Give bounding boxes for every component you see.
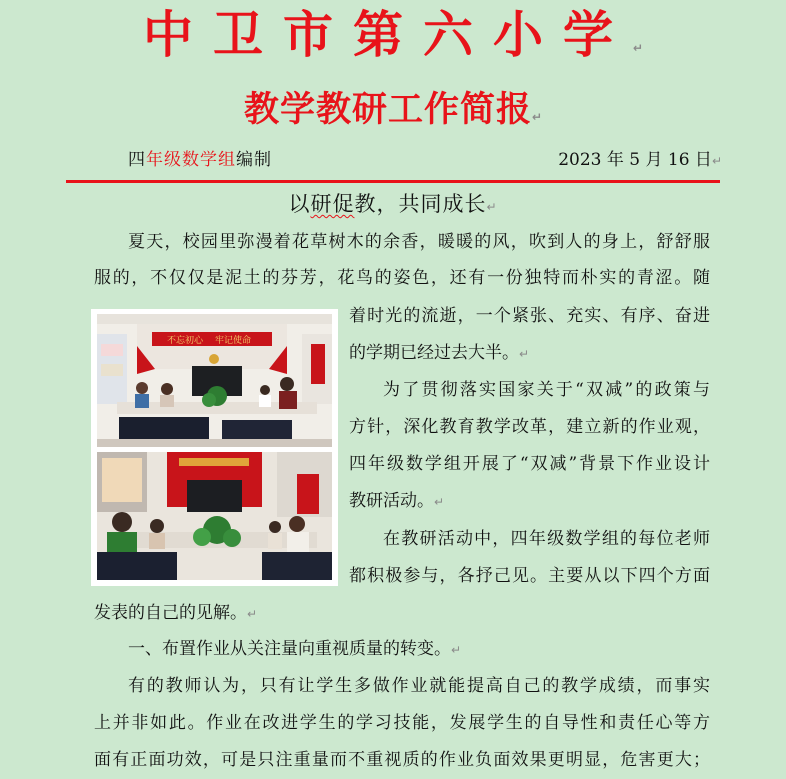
editor-group: 年级数学组 [146, 150, 236, 170]
header-rule [66, 180, 720, 183]
editor-line [128, 148, 272, 172]
body-line: 发表的自己的见解。↵ [94, 603, 258, 623]
spellcheck-underline: 研促 [310, 192, 355, 216]
body-line: 在教研活动中，四年级数学组的每位老师 [383, 529, 710, 549]
section-heading: 一、布置作业从关注量向重视质量的转变。↵ [128, 639, 462, 659]
editor-prefix: 四 [128, 150, 146, 170]
body-line: 方针，深化教育教学改革，建立新的作业观， [349, 417, 710, 437]
meeting-photo-top[interactable] [97, 314, 332, 447]
body-line: 都积极参与，各抒己见。主要从以下四个方面 [349, 566, 710, 586]
article-title: 以研促教，共同成长↵ [288, 192, 498, 216]
body-line: 夏天，校园里弥漫着花草树木的余香，暖暖的风，吹到人的身上，舒舒服 [128, 232, 710, 252]
body-line: 有的教师认为，只有让学生多做作业就能提高自己的教学成绩，而事实 [128, 676, 710, 696]
banner-text-left: 不忘初心 [167, 336, 204, 346]
editor-suffix: 编制 [236, 150, 272, 170]
body-line: 为了贯彻落实国家关于“双减”的政策与 [383, 380, 710, 400]
body-line: 着时光的流逝，一个紧张、充实、有序、奋进 [349, 306, 710, 326]
issue-date: 2023 年 5 月 16 日↵ [558, 150, 722, 170]
banner-text-right: 牢记使命 [215, 336, 252, 346]
body-line: 服的，不仅仅是泥土的芬芳，花鸟的姿色，还有一份独特而朴实的青涩。随 [94, 268, 710, 288]
body-line: 面有正面功效，可是只注重量而不重视质的作业负面效果更明显，危害更大； [94, 750, 710, 770]
body-line: 教研活动。↵ [349, 491, 445, 511]
body-line: 上并非如此。作业在改进学生的学习技能，发展学生的自导性和责任心等方 [94, 713, 710, 733]
meeting-photo-bottom[interactable] [97, 452, 332, 580]
bulletin-title: 教学教研工作简报↵ [243, 89, 543, 130]
photo-frame[interactable] [91, 309, 338, 586]
body-line: 的学期已经过去大半。↵ [349, 343, 530, 363]
school-name: 中卫市第六小学↵ [142, 5, 644, 64]
body-line: 四年级数学组开展了“双减”背景下作业设计 [349, 454, 710, 474]
